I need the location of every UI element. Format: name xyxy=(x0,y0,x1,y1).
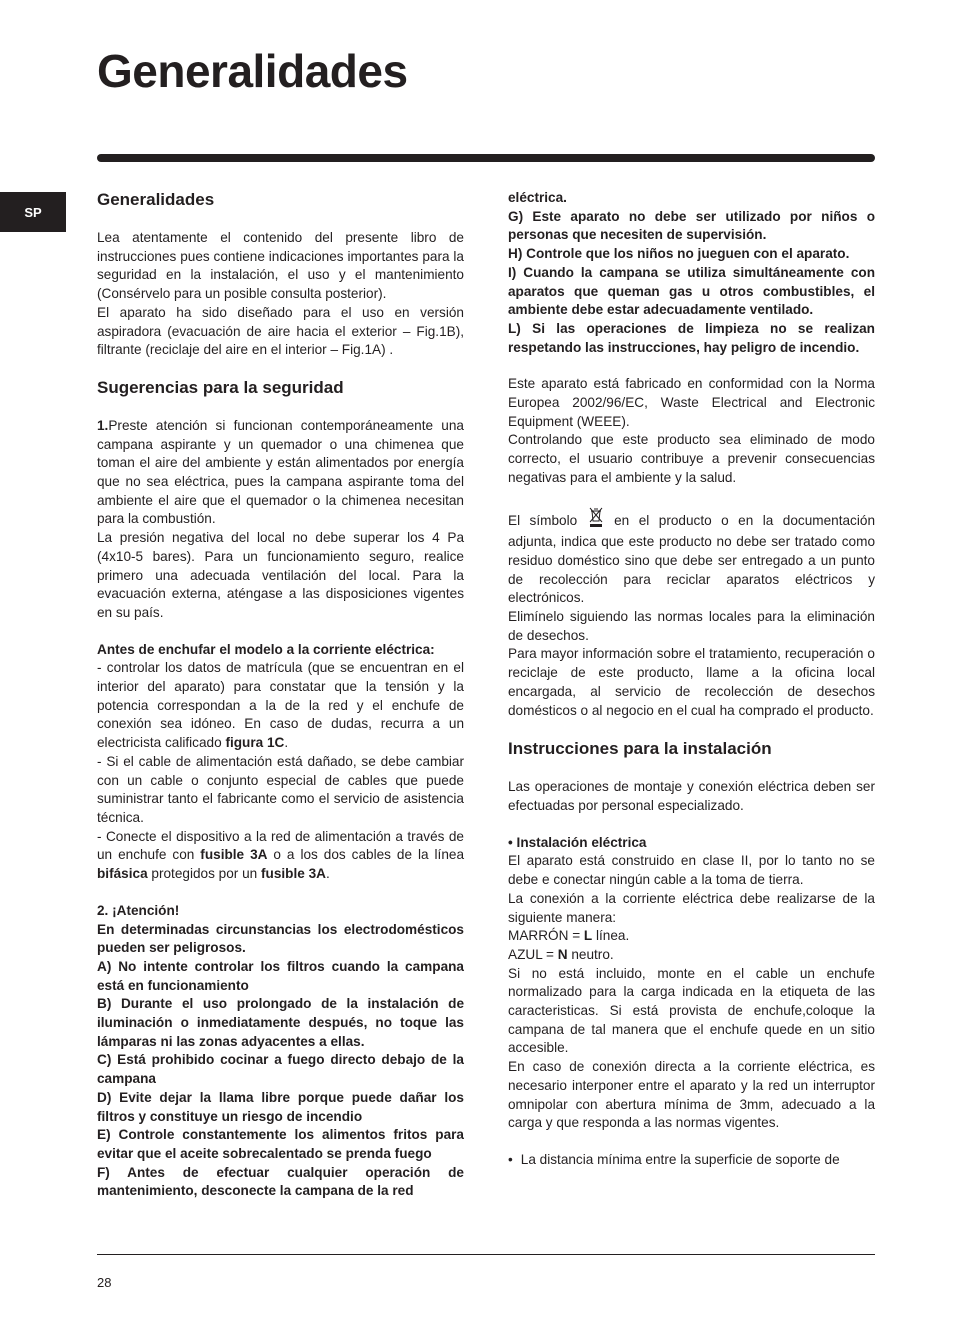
plug-item-3-text-c: protegidos por un xyxy=(147,866,261,882)
security-item-1 xyxy=(97,417,464,529)
section-heading-installation: Instrucciones para la instalación xyxy=(508,739,772,759)
attention-heading: 2. ¡Atención! xyxy=(97,902,180,918)
weee-paragraph-1: Este aparato está fabricado en conformidad con la Norma Europea 2002/96/EC, Waste Electrical and Electronic Equipment (WEEE). xyxy=(508,376,875,429)
weee-paragraph-2: Controlando que este producto sea eliminado de modo correcto, el usuario contribuye a prevenir consecuencias negativas para el ambiente y la salud. xyxy=(508,432,875,485)
general-paragraph-2: El aparato ha sido diseñado para el uso en versión aspiradora (evacuación de aire hacia el exterior – Fig.1B), filtrante (reciclaje del aire en el interior – Fig.1A) . xyxy=(97,304,464,358)
attention-item-e: E) Controle constantemente los alimentos fritos para evitar que el aceite sobrecalentado se prenda fuego xyxy=(97,1127,464,1161)
fuse-label-1: fusible 3A xyxy=(200,847,268,863)
blue-wire-label: AZUL = xyxy=(508,946,558,962)
right-column xyxy=(508,189,875,1170)
plug-item-2: - Si el cable de alimentación está dañado, se debe cambiar con un cable o conjunto especial de cables que puede suministrar tanto el fabricante como el servicio de asistencia técnica. xyxy=(97,753,464,825)
attention-item-a: A) No intente controlar los filtros cuando la campana está en funcionamiento xyxy=(97,958,464,993)
attention-item-d: D) Evite dejar la llama libre porque puede dañar los filtros y constituye un riesgo de incendio xyxy=(97,1089,464,1124)
symbol-text-after: en el producto o en la documentación adjunta, indica que este producto no debe ser tratado como residuo doméstico sino que debe ser entregado a un punto de recolección para reciclar aparatos eléctricos y electrónicos. xyxy=(508,512,875,606)
attention-item-l: L) Si las operaciones de limpieza no se realizan respetando las instrucciones, hay peligro de incendio. xyxy=(508,320,875,355)
electrical-paragraph-2: La conexión a la corriente eléctrica debe realizarse de la siguiente manera: xyxy=(508,890,875,925)
security-item-1-text: Preste atención si funcionan contemporáneamente una campana aspirante y un quemador o una chimenea que toman el aire del ambiente y están alimentados por energía que no sea eléctrica, pues la campana aspirante toma del ambiente el aire que el quemador o la chimenea necesitan para la combustión. xyxy=(97,417,464,527)
brown-wire-line xyxy=(508,927,875,946)
attention-item-g: G) Este aparato no debe ser utilizado por niños o personas que necesiten de supervisión. xyxy=(508,208,875,243)
symbol-text-before: El símbolo xyxy=(508,512,587,528)
attention-item-f-continued: eléctrica. xyxy=(508,190,567,205)
plug-item-1-end: . xyxy=(284,735,289,751)
neutral-code: N xyxy=(557,946,568,962)
electrical-paragraph-4: En caso de conexión directa a la corriente eléctrica, es necesario interponer entre el aparato y la red un interruptor omnipolar con abertura mínima de 3mm, adecuado a la carga y que responda a las normas vigentes. xyxy=(508,1059,875,1131)
symbol-paragraph xyxy=(508,506,875,609)
electrical-heading: • Instalación eléctrica xyxy=(508,834,647,850)
biphase-label: bifásica xyxy=(97,866,148,882)
general-paragraph-1: Lea atentamente el contenido del presente libro de instrucciones pues contiene indicaciones importantes para la seguridad en la instalación, el uso y el mantenimiento (Consérvelo para un posible consulta posterior). xyxy=(97,230,464,302)
page-title: Generalidades xyxy=(97,45,408,97)
figure-reference: figura 1C xyxy=(225,735,285,751)
attention-item-c: C) Está prohibido cocinar a fuego directo debajo de la campana xyxy=(97,1052,464,1087)
fuse-label-2: fusible 3A xyxy=(260,866,326,882)
plug-heading: Antes de enchufar el modelo a la corriente eléctrica: xyxy=(97,641,435,657)
plug-item-1-text: - controlar los datos de matrícula (que se encuentran en el interior del aparato) para constatar que la tensión y la potencia correspondan a la de la red y el enchufe de conexión sea idóneo. En caso de dudas, recurra a un electricista calificado xyxy=(97,660,464,751)
info-paragraph: Para mayor información sobre el tratamiento, recuperación o reciclaje de este producto, llame a la oficina local encargada, al servicio de recolección de desechos domésticos o al negocio en el cual ha comprado el producto. xyxy=(508,646,875,718)
page-number: 28 xyxy=(97,1275,112,1290)
electrical-paragraph-3: Si no está incluido, monte en el cable un enchufe normalizado para la carga indicada en la etiqueta de las caracteristicas. Si está provista de enchufe,coloque la campana de tal manera que el enchufe quede en un sitio accesible. xyxy=(508,965,875,1056)
left-column xyxy=(97,189,464,1201)
attention-item-i: I) Cuando la campana se utiliza simultáneamente con aparatos que queman gas u otros combustibles, el ambiente debe estar adecuadamente ventilado. xyxy=(508,264,875,318)
section-heading-security: Sugerencias para la seguridad xyxy=(97,377,344,397)
attention-item-b: B) Durante el uso prolongado de la instalación de iluminación o inmediatamente después, no toque las lámparas ni las zonas adyacentes a ellas. xyxy=(97,996,464,1049)
language-tab: SP xyxy=(0,192,66,232)
disposal-paragraph: Elimínelo siguiendo las normas locales para la eliminación de desechos. xyxy=(508,609,875,643)
bullet-mark: • xyxy=(508,1151,513,1167)
brown-wire-label: MARRÓN = xyxy=(508,928,584,944)
security-item-1-pressure: La presión negativa del local no debe superar los 4 Pa (4x10-5 bares). Para un funcionamiento seguro, realice primero una adecuada ventilación del local. Para la evacuación externa, aténgase a las disposiciones vigentes en su país. xyxy=(97,530,464,620)
attention-item-h: H) Controle que los niños no jueguen con el aparato. xyxy=(508,246,850,262)
security-item-1-number: 1. xyxy=(97,417,109,433)
blue-wire-line xyxy=(508,946,875,965)
brown-wire-meaning: línea. xyxy=(592,928,630,944)
footer-rule xyxy=(97,1254,875,1255)
plug-item-3-text-a: - Conecte el dispositivo a la red de alimentación a través de un enchufe con xyxy=(97,828,464,863)
crossed-out-bin-icon xyxy=(589,506,603,534)
plug-item-3-end: . xyxy=(325,866,330,882)
distance-bullet xyxy=(508,1151,875,1170)
installation-paragraph: Las operaciones de montaje y conexión eléctrica deben ser efectuadas por personal especializado. xyxy=(508,779,875,813)
attention-item-f: F) Antes de efectuar cualquier operación de mantenimiento, desconecte la campana de la red xyxy=(97,1164,464,1199)
plug-item-3-text-b: o a los dos cables de la línea xyxy=(267,847,465,863)
line-code: L xyxy=(583,928,593,944)
plug-item-1 xyxy=(97,659,464,753)
blue-wire-meaning: neutro. xyxy=(567,946,614,962)
section-heading-generalidades: Generalidades xyxy=(97,190,215,209)
plug-item-3 xyxy=(97,828,464,884)
electrical-paragraph-1: El aparato está construido en clase II, por lo tanto no se debe e conectar ningún cable a la toma de tierra. xyxy=(508,853,875,888)
title-rule xyxy=(97,154,875,162)
attention-intro: En determinadas circunstancias los electrodomésticos pueden ser peligrosos. xyxy=(97,921,464,956)
bullet-text: La distancia mínima entre la superficie de soporte de xyxy=(520,1151,840,1167)
